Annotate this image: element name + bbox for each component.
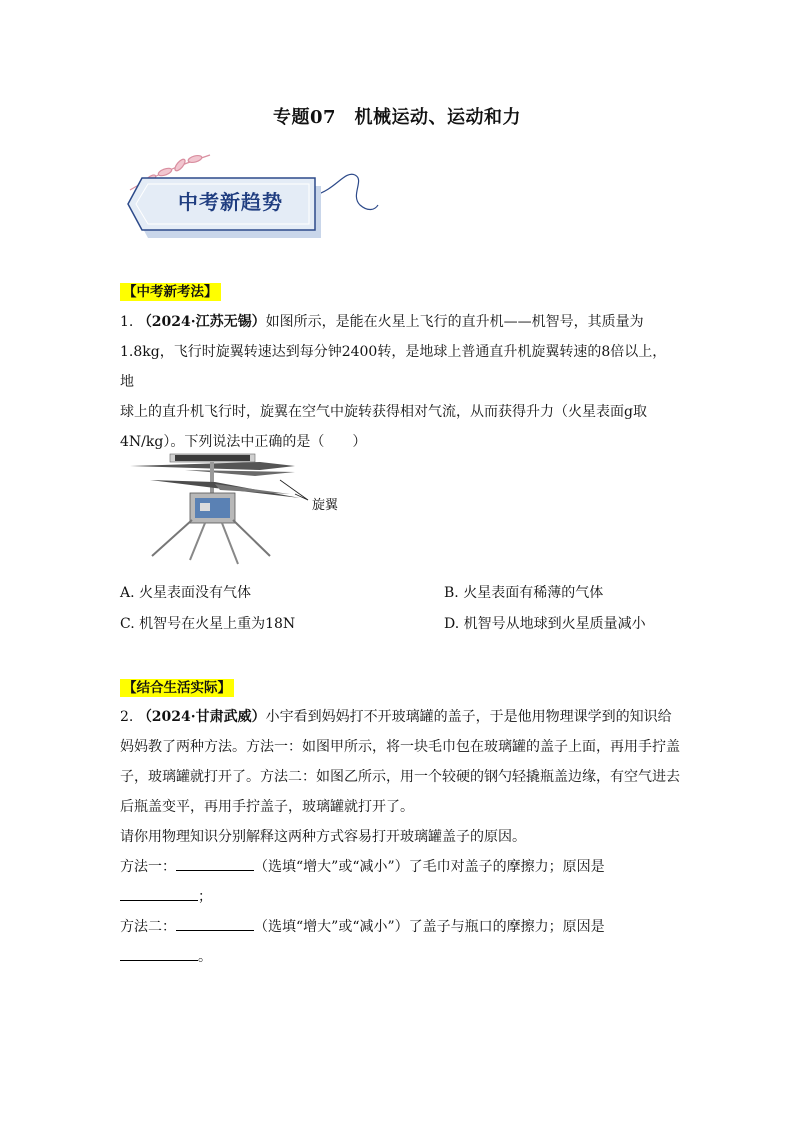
option-c: C. 机智号在火星上重为18N [120,616,296,632]
helicopter-figure [130,448,360,568]
question-1-source: （2024·江苏无锡） [137,314,266,330]
option-b: B. 火星表面有稀薄的气体 [444,585,604,601]
section1-tag: 【中考新考法】 [120,280,221,300]
method-2-blank[interactable] [176,916,254,931]
option-d: D. 机智号从地球到火星质量减小 [444,616,646,632]
method-2-reason-blank[interactable] [120,946,198,961]
page-title: 专题07 机械运动、运动和力 [272,107,522,128]
banner-text: 中考新趋势 [178,190,283,214]
question-2: 2. （2024·甘肃武威）小宇看到妈妈打不开玻璃罐的盖子，于是他用物理课学到的知识给 妈妈教了两种方法。方法一：如图甲所示，将一块毛巾包在玻璃罐的盖子上面，再用手拧盖 子，玻璃罐就打开了。方法二：如图乙所示，用一个较硬的钢勺轻撬瓶盖边缘，有空气进去 后瓶盖变平，再用手拧盖子，玻璃罐就打开了。 请你用物理知识分别解释这两种方式容易打开玻璃罐盖子的原因。 方法一： （选填“增大”或“减小”）了毛巾对盖子的摩擦力；原因是 ； 方法二： （选填“增大”或“减小”）了盖子与瓶口的摩擦力；原因是 。 [120,709,680,965]
swirl-line [315,174,378,209]
method-1-reason-blank[interactable] [120,886,198,901]
option-a: A. 火星表面没有气体 [120,585,252,601]
method-2-line: 方法二： （选填“增大”或“减小”）了盖子与瓶口的摩擦力；原因是 [120,912,680,942]
rotor-label: 旋翼 [312,498,339,513]
method-1-blank[interactable] [176,856,254,871]
question-2-source: （2024·甘肃武威） [137,709,266,725]
trend-banner [120,150,380,240]
question-1: 1. （2024·江苏无锡）如图所示，是能在火星上飞行的直升机——机智号，其质量为 1.8kg，飞行时旋翼转速达到每分钟2400转，是地球上普通直升机旋翼转速的8倍以上，地 球上的直升机飞行时，旋翼在空气中旋转获得相对气流，从而获得升力（火星表面g取 4N/kg）。下列说法中正确的是（ ） [120,314,667,450]
section2-tag: 【结合生活实际】 [120,676,234,696]
method-1-line: 方法一： （选填“增大”或“减小”）了毛巾对盖子的摩擦力；原因是 [120,852,680,882]
